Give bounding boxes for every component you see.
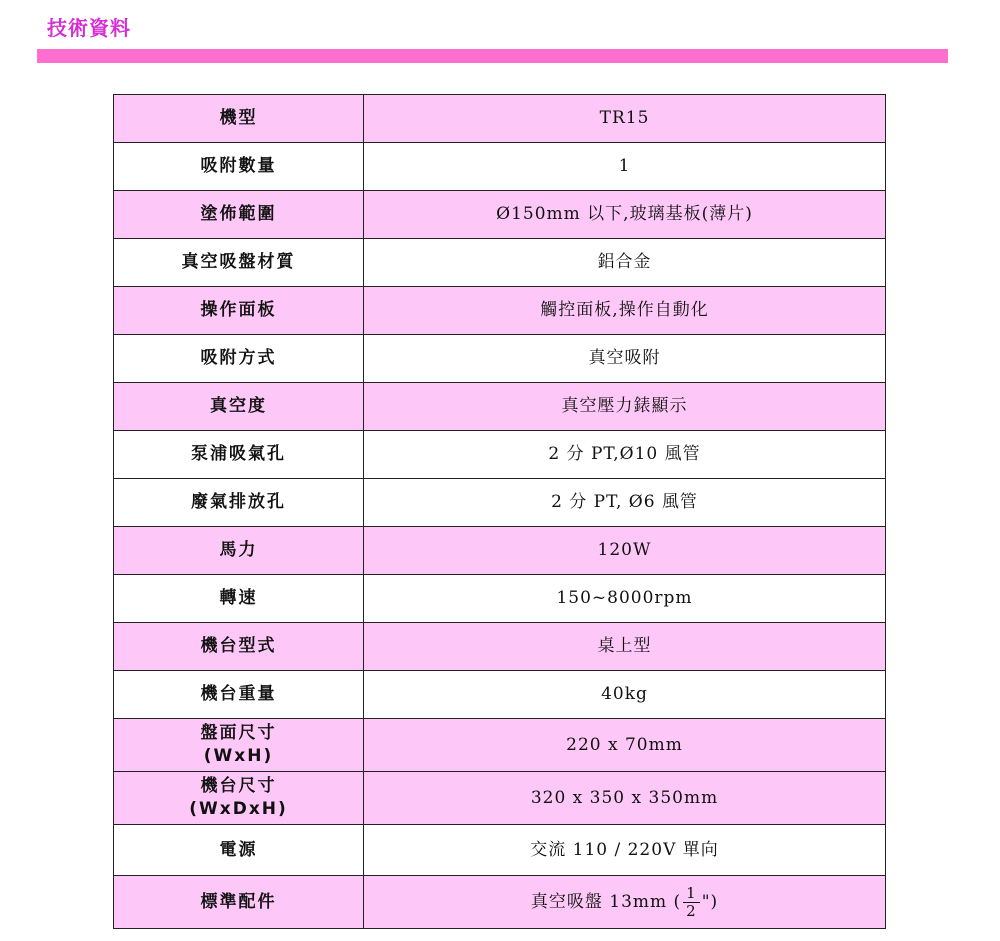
- row-value: 320 x 350 x 350mm: [364, 772, 886, 825]
- row-label: [114, 719, 364, 772]
- fraction: [683, 885, 700, 920]
- row-value: 2 分 PT, Ø6 風管: [364, 479, 886, 527]
- row-value: 桌上型: [364, 623, 886, 671]
- table-row: [114, 671, 886, 719]
- table-row: [114, 479, 886, 527]
- row-label: 標準配件: [114, 876, 364, 929]
- row-label-line: 機台尺寸: [200, 776, 277, 796]
- row-label: 馬力: [114, 527, 364, 575]
- table-row: [114, 95, 886, 143]
- table-row: [114, 143, 886, 191]
- table-row: [114, 772, 886, 825]
- page-title: 技術資料: [47, 16, 131, 40]
- row-value: 鋁合金: [364, 239, 886, 287]
- row-label: 真空度: [114, 383, 364, 431]
- row-label: 機型: [114, 95, 364, 143]
- table-row: [114, 383, 886, 431]
- row-label: 廢氣排放孔: [114, 479, 364, 527]
- table-row: [114, 527, 886, 575]
- row-value: Ø150mm 以下,玻璃基板(薄片): [364, 191, 886, 239]
- row-label-stack: [201, 722, 277, 768]
- row-value: 150~8000rpm: [364, 575, 886, 623]
- row-label: 操作面板: [114, 287, 364, 335]
- spec-table: [113, 94, 886, 929]
- row-label: 機台重量: [114, 671, 364, 719]
- row-value: 1: [364, 143, 886, 191]
- table-row: [114, 335, 886, 383]
- row-label: 電源: [114, 825, 364, 876]
- row-value: 120W: [364, 527, 886, 575]
- row-value: 2 分 PT,Ø10 風管: [364, 431, 886, 479]
- row-value: [364, 876, 886, 929]
- row-label-line: (WxH): [203, 746, 274, 766]
- title-divider-bar: [37, 49, 948, 63]
- row-label: 塗佈範圍: [114, 191, 364, 239]
- row-label-line: 盤面尺寸: [200, 723, 277, 743]
- table-row: [114, 719, 886, 772]
- table-row: [114, 575, 886, 623]
- row-label: [114, 772, 364, 825]
- row-value: 真空壓力錶顯示: [364, 383, 886, 431]
- accessory-suffix: "): [701, 891, 719, 912]
- row-label: 吸附方式: [114, 335, 364, 383]
- row-label: 機台型式: [114, 623, 364, 671]
- fraction-numerator: 1: [683, 885, 700, 903]
- table-row: [114, 287, 886, 335]
- row-label-line: (WxDxH): [189, 799, 288, 819]
- row-label: 泵浦吸氣孔: [114, 431, 364, 479]
- row-value: 真空吸附: [364, 335, 886, 383]
- row-label: 轉速: [114, 575, 364, 623]
- table-row: [114, 876, 886, 929]
- table-row: [114, 431, 886, 479]
- row-label: 吸附數量: [114, 143, 364, 191]
- row-label-stack: [189, 775, 288, 821]
- row-value: 交流 110 / 220V 單向: [364, 825, 886, 876]
- fraction-denominator: 2: [686, 901, 697, 920]
- row-value: 觸控面板,操作自動化: [364, 287, 886, 335]
- table-row: [114, 623, 886, 671]
- table-row: [114, 191, 886, 239]
- table-row: [114, 239, 886, 287]
- row-value: 40kg: [364, 671, 886, 719]
- row-label: 真空吸盤材質: [114, 239, 364, 287]
- row-value: TR15: [364, 95, 886, 143]
- row-value: 220 x 70mm: [364, 719, 886, 772]
- table-row: [114, 825, 886, 876]
- accessory-text: 真空吸盤 13mm (: [530, 891, 682, 912]
